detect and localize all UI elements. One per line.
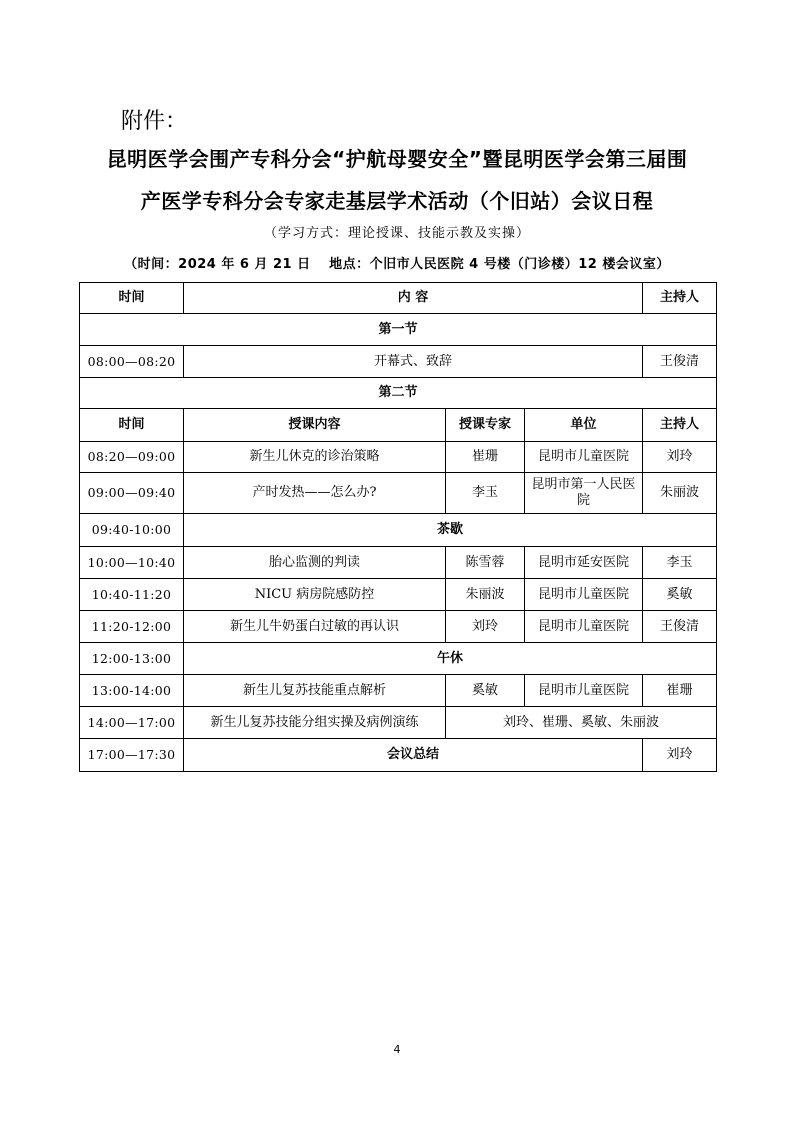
table-subheader-row bbox=[80, 409, 717, 442]
row-speaker: 朱丽波 bbox=[446, 579, 525, 611]
row-host: 王俊清 bbox=[643, 611, 717, 643]
row-topic: 新生儿复苏技能分组实操及病例演练 bbox=[184, 707, 446, 739]
learning-method: （学习方式：理论授课、技能示教及实操） bbox=[263, 226, 530, 241]
row-host: 朱丽波 bbox=[643, 473, 717, 514]
table-row bbox=[80, 514, 717, 547]
row-time: 09:40-10:00 bbox=[80, 514, 184, 547]
row-time: 13:00-14:00 bbox=[80, 675, 184, 707]
subheader-topic: 授课内容 bbox=[184, 409, 446, 442]
row-content: 开幕式、致辞 bbox=[184, 346, 643, 378]
time-location-info: （时间：2024 年 6 月 21 日 地点：个旧市人民医院 4 号楼（门诊楼）12 楼会议室） bbox=[124, 257, 670, 272]
table-header-row bbox=[80, 283, 717, 314]
section2-label: 第二节 bbox=[80, 378, 717, 409]
table-row bbox=[80, 579, 717, 611]
document-title-line2: 产医学专科分会专家走基层学术活动（个旧站）会议日程 bbox=[140, 189, 654, 213]
row-topic: 新生儿牛奶蛋白过敏的再认识 bbox=[184, 611, 446, 643]
header-content: 内 容 bbox=[184, 283, 643, 314]
row-time: 09:00—09:40 bbox=[80, 473, 184, 514]
row-host: 崔珊 bbox=[643, 675, 717, 707]
row-topic: NICU 病房院感防控 bbox=[184, 579, 446, 611]
section-row bbox=[80, 378, 717, 409]
subheader-speaker: 授课专家 bbox=[446, 409, 525, 442]
row-unit: 昆明市延安医院 bbox=[525, 547, 643, 579]
section-row bbox=[80, 314, 717, 346]
subheader-time: 时间 bbox=[80, 409, 184, 442]
table-row bbox=[80, 442, 717, 473]
row-topic: 产时发热——怎么办? bbox=[184, 473, 446, 514]
page-number: 4 bbox=[393, 1043, 401, 1056]
row-time: 08:00—08:20 bbox=[80, 346, 184, 378]
row-speaker: 奚敏 bbox=[446, 675, 525, 707]
row-time: 10:40-11:20 bbox=[80, 579, 184, 611]
table-row bbox=[80, 643, 717, 675]
row-speakers-all: 刘玲、崔珊、奚敏、朱丽波 bbox=[446, 707, 717, 739]
row-unit: 昆明市儿童医院 bbox=[525, 442, 643, 473]
attachment-label: 附件： bbox=[121, 109, 188, 134]
row-host: 奚敏 bbox=[643, 579, 717, 611]
section1-label: 第一节 bbox=[80, 314, 717, 346]
row-time: 08:20—09:00 bbox=[80, 442, 184, 473]
table-row bbox=[80, 675, 717, 707]
row-time: 11:20-12:00 bbox=[80, 611, 184, 643]
row-topic: 胎心监测的判读 bbox=[184, 547, 446, 579]
row-unit: 昆明市儿童医院 bbox=[525, 675, 643, 707]
document-title-line1: 昆明医学会围产专科分会“护航母婴安全”暨昆明医学会第三届围 bbox=[106, 147, 688, 171]
row-time: 17:00—17:30 bbox=[80, 739, 184, 772]
row-topic: 新生儿复苏技能重点解析 bbox=[184, 675, 446, 707]
row-speaker: 李玉 bbox=[446, 473, 525, 514]
row-unit: 昆明市儿童医院 bbox=[525, 611, 643, 643]
table-row bbox=[80, 707, 717, 739]
row-time: 14:00—17:00 bbox=[80, 707, 184, 739]
row-topic: 新生儿休克的诊治策略 bbox=[184, 442, 446, 473]
header-host: 主持人 bbox=[643, 283, 717, 314]
table-row bbox=[80, 739, 717, 772]
row-speaker: 崔珊 bbox=[446, 442, 525, 473]
row-unit: 昆明市第一人民医院 bbox=[525, 473, 643, 514]
row-time: 10:00—10:40 bbox=[80, 547, 184, 579]
row-host: 李玉 bbox=[643, 547, 717, 579]
table-row bbox=[80, 611, 717, 643]
table-row bbox=[80, 473, 717, 514]
row-unit: 昆明市儿童医院 bbox=[525, 579, 643, 611]
subheader-host: 主持人 bbox=[643, 409, 717, 442]
meeting-summary: 会议总结 bbox=[184, 739, 643, 772]
schedule-table bbox=[79, 282, 717, 772]
lunch-break: 午休 bbox=[184, 643, 717, 675]
row-host: 王俊清 bbox=[643, 346, 717, 378]
header-time: 时间 bbox=[80, 283, 184, 314]
table-row bbox=[80, 346, 717, 378]
row-host: 刘玲 bbox=[643, 442, 717, 473]
row-time: 12:00-13:00 bbox=[80, 643, 184, 675]
tea-break: 茶歇 bbox=[184, 514, 717, 547]
row-speaker: 刘玲 bbox=[446, 611, 525, 643]
table-row bbox=[80, 547, 717, 579]
subheader-unit: 单位 bbox=[525, 409, 643, 442]
row-host: 刘玲 bbox=[643, 739, 717, 772]
row-speaker: 陈雪蓉 bbox=[446, 547, 525, 579]
